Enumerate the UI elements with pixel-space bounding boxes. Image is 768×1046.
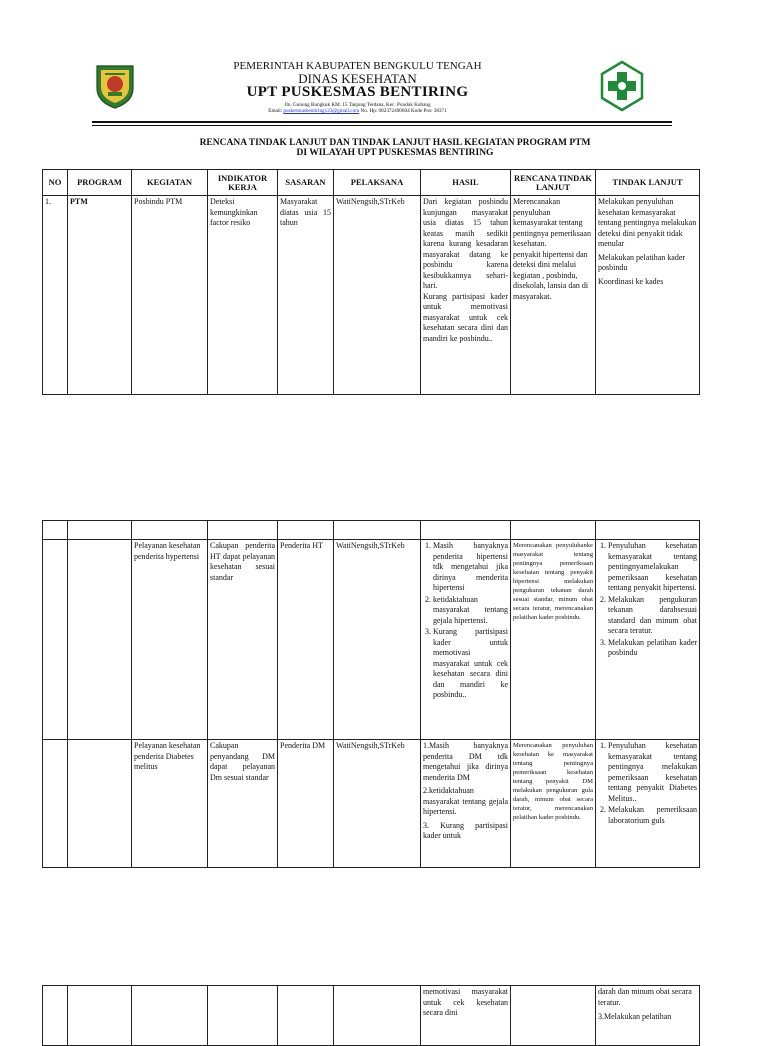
- col-hasil: HASIL: [421, 170, 511, 196]
- cell-sasaran: Masyarakat diatas usia 15 tahun: [278, 196, 334, 395]
- cell-indikator: Deteksi kemungkinkan factor resiko: [208, 196, 278, 395]
- kabupaten-logo: [91, 62, 139, 110]
- cell-hasil: 1. Masih banyaknya penderita hipertensi tdk mengetahui jika dirinya menderita hipertensi 2. ketidaktahuan masyarakat tentang gejala hipertensi. 3. Kurang partisipasi kader untuk memotivasi masyarakat untuk cek kesehatan secara dini dan mandiri ke posbindu..: [421, 540, 511, 740]
- col-indikator: INDIKATOR KERJA: [208, 170, 278, 196]
- col-sasaran: SASARAN: [278, 170, 334, 196]
- puskesmas-logo: [598, 60, 646, 112]
- cell-pelaksana: WatiNengsih,STrKeb: [334, 196, 421, 395]
- cell-kegiatan: Posbindu PTM: [132, 196, 208, 395]
- col-program: PROGRAM: [68, 170, 132, 196]
- contact-line: Email: puskesmasbentiring123@gmail.com No. Hp: 082372490604 Kode Pos: 38371: [268, 108, 447, 115]
- col-pelaksana: PELAKSANA: [334, 170, 421, 196]
- cell-pelaksana: WatiNengsih,STrKeb: [334, 540, 421, 740]
- address-line: Jln. Gunung Bungkuk KM. 15 Tanjung Terdana, Kec. Pondok Kubang: [284, 102, 431, 108]
- cell-kegiatan: Pelayanan kesehatan penderita hypertensi: [132, 540, 208, 740]
- cell-tindak: 1. Penyuluhan kesehatan kemasyarakat tentang pentingnyamelakukan pemeriksaan kesehatan tentang penyakit hipertensi. 2. Melakukan pengukuran tekanan darahsesuai standard dan minum obat secara teratur. 3. Melakukan pelatihan kader posbindu: [596, 540, 700, 740]
- cell-rencana: Merencanakan penyuluhan kesehatan ke masyarakat tentang pentingnya pemeriksaan kesehatan tentang penyakit DM melakukan pengukuran gula darah, minum obat secara teratur, merencanakan pelatihan kader posbindu.: [511, 740, 596, 868]
- cell-hasil: 1.Masih banyaknya penderita DM tdk mengetahui jika dirinya menderita DM 2.ketidaktahuan masyarakat tentang gejala hipertensi. 3. Kurang partisipasi kader untuk: [421, 740, 511, 868]
- cell-hasil: Dari kegiatan posbindu kunjungan masyarakat usia diatas 15 tahun keatas masih sedikit karena kurang kesadaran masyarakat datang ke posbindu karena kesibukkannya sehari-hari. Kurang partisipasi kader untuk memotivasi masyarakat untuk cek kesehatan secara dini dan mandiri ke posbindu..: [421, 196, 511, 395]
- cell-indikator: Cakupan penyandang DM dapat pelayanan Dm sesuai standar: [208, 740, 278, 868]
- gov-line: PEMERINTAH KABUPATEN BENGKULU TENGAH: [233, 60, 482, 72]
- rtl-table-page3: [42, 985, 700, 1046]
- cell-tindak: darah dan minum obat secara teratur. 3.Melakukan pelatihan: [596, 986, 700, 1046]
- cell-no: 1.: [43, 196, 68, 395]
- table-header-row: [43, 170, 700, 196]
- cell-sasaran: Penderita HT: [278, 540, 334, 740]
- cell-pelaksana: WatiNengsih,STrKeb: [334, 740, 421, 868]
- table-row: [43, 196, 700, 395]
- table-row: [43, 986, 700, 1046]
- col-kegiatan: KEGIATAN: [132, 170, 208, 196]
- col-no: NO: [43, 170, 68, 196]
- table-row: [43, 540, 700, 740]
- cell-kegiatan: Pelayanan kesehatan penderita Diabetes melitus: [132, 740, 208, 868]
- email-link[interactable]: puskesmasbentiring123@gmail.com: [283, 108, 360, 115]
- col-rencana: RENCANA TINDAK LANJUT: [511, 170, 596, 196]
- cell-tindak: Melakukan penyuluhan kesehatan kemasyarakat tentang pentingnya melakukan deteksi dini penyakit tidak menular Melakukan pelatihan kader posbindu Koordinasi ke kades: [596, 196, 700, 395]
- cell-program: PTM: [68, 196, 132, 395]
- table-row: [43, 740, 700, 868]
- letterhead-rule-thin: [92, 125, 672, 126]
- cell-rencana: Merencanakan penyuluhanke masyarakat tentang pentingnya pemeriksaan kesehatan tentang penyakit hipertensi melakukan pengukuran tekanan darah sesuai standar, minum obat secara teratur, merencanakan pelatihan kader posbindu.: [511, 540, 596, 740]
- blank-header-row: [43, 521, 700, 540]
- document-title: RENCANA TINDAK LANJUT DAN TINDAK LANJUT HASIL KEGIATAN PROGRAM PTM DI WILAYAH UPT PUSKESMAS BENTIRING: [199, 138, 591, 158]
- cell-rencana: Merencanakan penyuluhan kemasyarakat tentang pentingnya pemeriksaan kesehatan. penyakit hipertensi dan deteksi dini melalui kegiatan , posbindu, disekolah, lansia dan di masyarakat.: [511, 196, 596, 395]
- cell-indikator: Cakupan penderita HT dapat pelayanan kesehatan sesuai standar: [208, 540, 278, 740]
- letterhead: [150, 61, 565, 114]
- cell-tindak: 1. Penyuluhan kesehatan kemasyarakat tentang pentingnya melakukan pemeriksaan kesehatan tentang penyakit Diabetes Melitus.. 2. Melakukan pemeriksaan laboratorium guls: [596, 740, 700, 868]
- cell-sasaran: Penderita DM: [278, 740, 334, 868]
- rtl-table-page2: [42, 520, 700, 868]
- col-tindak: TINDAK LANJUT: [596, 170, 700, 196]
- cell-hasil: memotivasi masyarakat untuk cek kesehatan secara dini: [421, 986, 511, 1046]
- letterhead-rule-thick: [92, 121, 672, 123]
- institution-name: UPT PUSKESMAS BENTIRING: [246, 84, 469, 100]
- agency-line: DINAS KESEHATAN: [298, 71, 417, 86]
- rtl-table-page1: [42, 169, 700, 395]
